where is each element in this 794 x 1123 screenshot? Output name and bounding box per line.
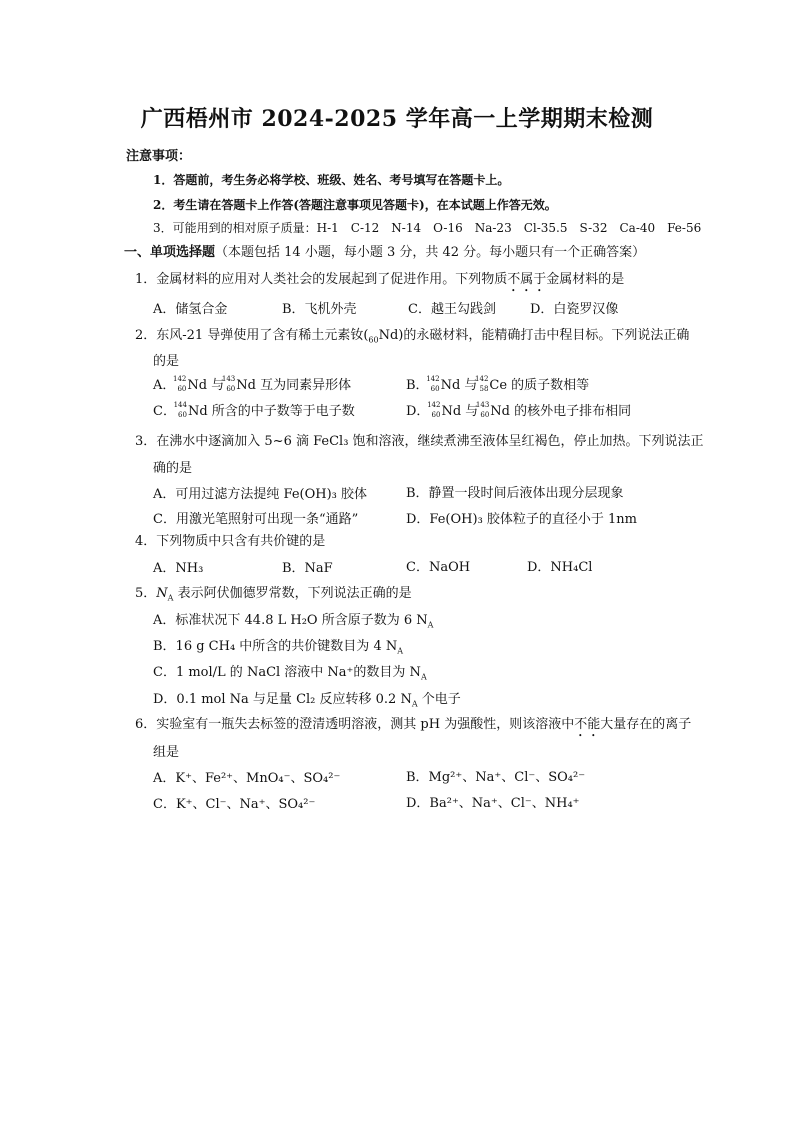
iso-z: 60	[430, 385, 440, 393]
q6-option-a: A．K⁺、Fe²⁺、MnO₄⁻、SO₄²⁻	[153, 771, 341, 786]
question-6-stem-cont: 组是	[153, 745, 180, 760]
iso-z: 58	[479, 385, 489, 393]
question-3-stem-cont: 确的是	[153, 461, 193, 476]
q2-stem-z: 60	[368, 335, 379, 345]
section-desc: （本题包括 14 小题，每小题 3 分，共 42 分。每小题只有一个正确答案）	[215, 245, 646, 260]
iso-z: 60	[480, 411, 490, 419]
q2-option-a	[153, 374, 351, 393]
q5-a-text: A．标准状况下 44.8 L H₂O 所含原子数为 6 N	[153, 613, 428, 628]
isotope-143-60	[475, 401, 490, 419]
q2-stem-a: 2．东风-21 导弹使用了含有稀土元素钕(	[135, 328, 369, 343]
q3-option-c: C．用激光笔照射可出现一条“通路”	[153, 512, 359, 527]
notice-item-3: 3．可能用到的相对原子质量：H-1 C-12 N-14 O-16 Na-23 Cl-35.5 S-32 Ca-40 Fe-56	[153, 221, 702, 235]
q1-option-b: B．飞机外壳	[282, 302, 357, 317]
q2-option-c	[153, 400, 355, 419]
q5-option-b	[153, 635, 403, 656]
q2-b-text1: Nd 与	[440, 378, 478, 393]
iso-z: 60	[226, 385, 236, 393]
q5-c-sub: A	[420, 672, 427, 682]
q6-option-d: D．Ba²⁺、Na⁺、Cl⁻、NH₄⁺	[406, 796, 580, 811]
notice-item-1: 1．答题前，考生务必将学校、班级、姓名、考号填写在答题卡上。	[153, 173, 510, 187]
q2-a-label: A．	[153, 378, 176, 393]
iso-z: 60	[178, 411, 187, 419]
q2-d-text2: Nd 的核外电子排布相同	[490, 404, 632, 419]
question-6-stem	[135, 713, 691, 740]
q4-option-b: B．NaF	[282, 561, 333, 576]
q5-option-c	[153, 661, 427, 682]
q5-d-text: D．0.1 mol Na 与足量 Cl₂ 反应转移 0.2 N	[153, 692, 412, 707]
q2-option-d	[406, 400, 631, 419]
q5-b-text: B．16 g CH₄ 中所含的共价键数目为 4 N	[153, 639, 398, 654]
isotope-142-58	[477, 376, 489, 392]
q4-option-c: C．NaOH	[406, 560, 471, 575]
iso-mass: 142	[475, 375, 489, 383]
q1-stem-emph: 不属于	[507, 272, 547, 287]
q2-d-label: D．	[406, 404, 430, 419]
q2-b-label: B．	[406, 378, 429, 393]
iso-mass: 143	[221, 375, 236, 383]
q1-option-c: C．越王勾践剑	[408, 302, 496, 317]
q4-option-d: D．NH₄Cl	[527, 560, 593, 575]
q6-stem-b: 大量存在的离子	[600, 717, 692, 732]
q2-b-text2: Ce 的质子数相等	[489, 378, 590, 393]
q1-option-a: A．储氢合金	[153, 302, 228, 317]
question-1-stem	[135, 268, 624, 295]
q6-option-b: B．Mg²⁺、Na⁺、Cl⁻、SO₄²⁻	[406, 770, 586, 785]
q2-a-text2: Nd 互为同素异形体	[236, 378, 352, 393]
q5-n-sub: A	[167, 593, 174, 603]
q5-a-sub: A	[427, 620, 434, 630]
q5-b-sub: A	[397, 646, 404, 656]
iso-mass: 144	[173, 401, 187, 409]
isotope-142-60	[429, 402, 441, 418]
q3-option-d: D．Fe(OH)₃ 胶体粒子的直径小于 1nm	[406, 512, 638, 527]
q2-option-b	[406, 374, 589, 393]
q1-option-d: D．白瓷罗汉像	[530, 302, 619, 317]
iso-mass: 143	[475, 401, 490, 409]
q2-d-text1: Nd 与	[441, 404, 479, 419]
q5-c-text: C．1 mol/L 的 NaCl 溶液中 Na⁺的数目为 N	[153, 665, 421, 680]
q5-d-sub: A	[411, 699, 418, 709]
isotope-143-60	[221, 375, 236, 393]
question-2-stem	[135, 324, 689, 345]
isotope-142-60	[175, 376, 187, 392]
q1-stem-a: 1．金属材料的应用对人类社会的发展起到了促进作用。下列物质	[135, 272, 508, 287]
question-4-stem: 4．下列物质中只含有共价键的是	[135, 534, 326, 549]
q6-stem-a: 6．实验室有一瓶失去标签的澄清透明溶液，测其 pH 为强酸性，则该溶液中	[135, 717, 575, 732]
q5-stem-rest: 表示阿伏伽德罗常数，下列说法正确的是	[173, 586, 412, 601]
q5-n: N	[156, 586, 168, 601]
q6-option-c: C．K⁺、Cl⁻、Na⁺、SO₄²⁻	[153, 797, 316, 812]
isotope-142-60	[426, 375, 441, 393]
section-heading	[124, 241, 645, 260]
q2-c-text1: Nd 所含的中子数等于电子数	[187, 404, 355, 419]
q1-stem-b: 金属材料的是	[546, 272, 625, 287]
q6-stem-emph: 不能	[574, 717, 601, 732]
section-label: 一、单项选择题	[124, 245, 216, 260]
q2-c-label: C．	[153, 404, 176, 419]
notice-heading: 注意事项：	[126, 149, 192, 164]
iso-z: 60	[177, 385, 187, 393]
q5-option-a	[153, 609, 433, 630]
notice-item-2: 2．考生请在答题卡上作答(答题注意事项见答题卡)，在本试题上作答无效。	[153, 198, 557, 212]
q3-option-b: B．静置一段时间后液体出现分层现象	[406, 486, 624, 501]
q2-a-text1: Nd 与	[187, 378, 225, 393]
question-2-stem-cont: 的是	[153, 354, 180, 369]
q5-d-tail: 个电子	[417, 692, 461, 707]
q5-option-d	[153, 688, 461, 709]
iso-mass: 142	[426, 375, 440, 383]
iso-mass: 142	[427, 401, 441, 409]
q2-stem-b: Nd)的永磁材料，能精确打击中程目标。下列说法正确	[378, 328, 690, 343]
question-5-stem: 5．$N_A$ 表示阿伏伽德罗常数，下列说法正确的是	[135, 586, 412, 603]
iso-mass: 142	[173, 375, 187, 383]
iso-z: 60	[431, 411, 441, 419]
exam-title: 广西梧州市 2024-2025 学年高一上学期期末检测	[140, 106, 654, 132]
q3-option-a: A．可用过滤方法提纯 Fe(OH)₃ 胶体	[153, 487, 368, 502]
isotope-144-60	[173, 401, 188, 419]
question-3-stem: 3．在沸水中逐滴加入 5~6 滴 FeCl₃ 饱和溶液，继续煮沸至液体呈红褐色，停止加热。下列说法正	[135, 434, 704, 449]
q4-option-a: A．NH₃	[153, 561, 204, 576]
